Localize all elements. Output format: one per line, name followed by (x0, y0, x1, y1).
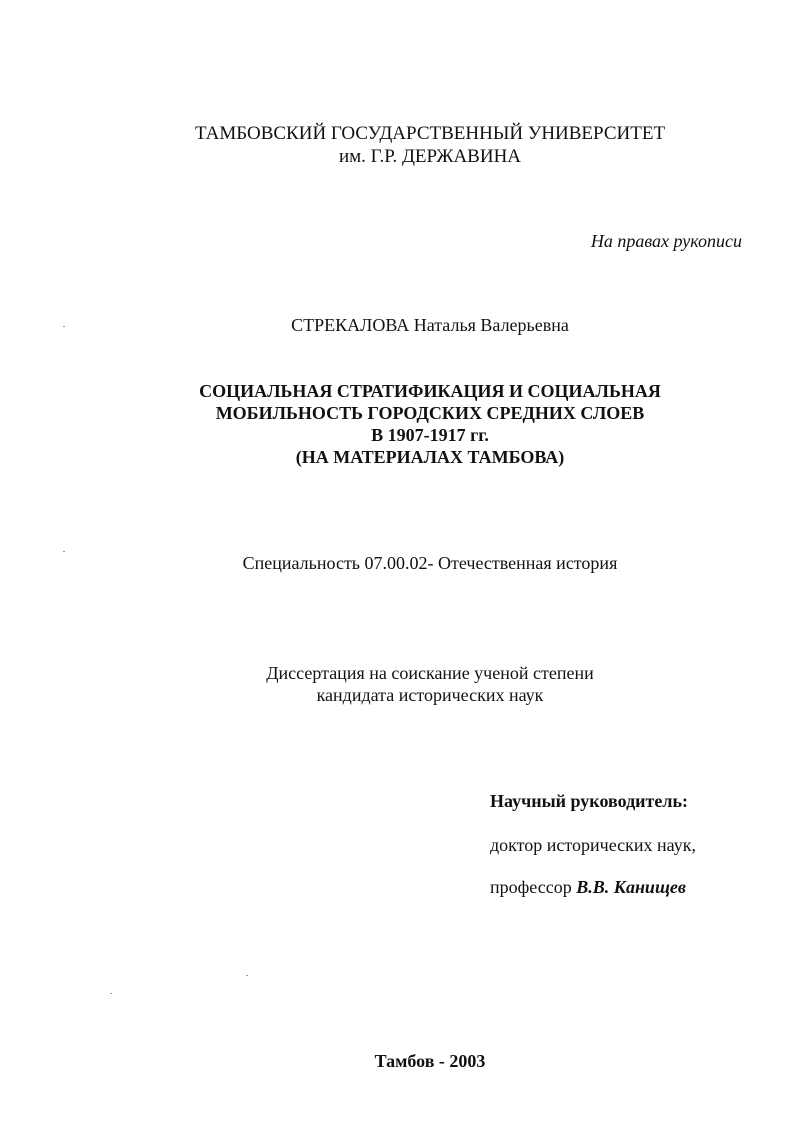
scan-speck (246, 975, 248, 976)
university-name: ТАМБОВСКИЙ ГОСУДАРСТВЕННЫЙ УНИВЕРСИТЕТ (194, 123, 666, 144)
degree-statement-line: Диссертация на соискание ученой степени (266, 663, 594, 683)
city-and-year: Тамбов - 2003 (374, 1051, 486, 1071)
dissertation-title-line: МОБИЛЬНОСТЬ ГОРОДСКИХ СРЕДНИХ СЛОЕВ (215, 403, 645, 423)
supervisor-heading: Научный руководитель: (490, 791, 688, 811)
dissertation-title-line: В 1907-1917 гг. (371, 425, 489, 445)
university-honorific: им. Г.Р. ДЕРЖАВИНА (338, 146, 522, 167)
specialty-line: Специальность 07.00.02- Отечественная история (242, 553, 618, 573)
dissertation-title-line: СОЦИАЛЬНАЯ СТРАТИФИКАЦИЯ И СОЦИАЛЬНАЯ (199, 381, 661, 401)
manuscript-note: На правах рукописи (590, 231, 742, 251)
degree-statement-line: кандидата исторических наук (316, 685, 544, 705)
dissertation-title-line: (НА МАТЕРИАЛАХ ТАМБОВА) (295, 447, 565, 467)
scan-speck (63, 326, 65, 327)
supervisor-degree: доктор исторических наук, (490, 835, 696, 855)
supervisor-rank: профессор (490, 877, 572, 897)
scan-speck (63, 551, 65, 552)
supervisor-name: В.В. Канищев (576, 877, 686, 897)
author-name: СТРЕКАЛОВА Наталья Валерьевна (291, 315, 569, 335)
supervisor-rank-and-name (490, 876, 686, 898)
scan-speck (110, 993, 112, 994)
